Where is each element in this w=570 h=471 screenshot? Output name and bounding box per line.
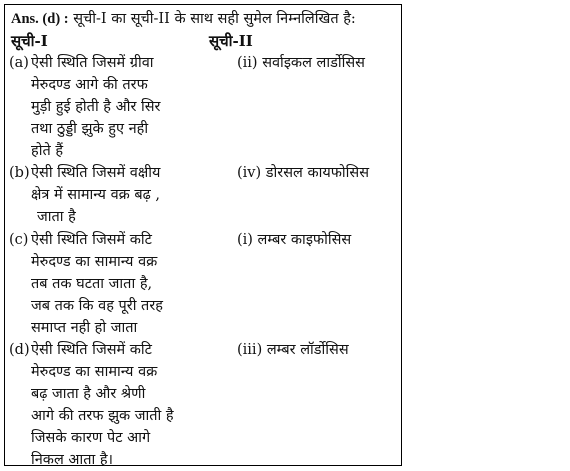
- description-line: बढ़ जाता है और श्रेणी: [31, 386, 146, 402]
- answer-header: [11, 10, 356, 28]
- description-line: निकल आता है।: [31, 452, 114, 468]
- description-line: ऐसी स्थिति जिसमें कटि: [31, 232, 152, 248]
- answer-label: Ans. (d) :: [11, 11, 69, 27]
- item-label: (c): [9, 232, 29, 248]
- description-line: होते हैं: [31, 143, 64, 159]
- item-description: [31, 339, 174, 471]
- list2-title: सूची-II: [209, 32, 253, 50]
- item-label: (b): [9, 165, 30, 181]
- description-line: मेरुदण्ड का सामान्य वक्र: [31, 254, 158, 270]
- description-line: ऐसी स्थिति जिसमें वक्षीय: [31, 165, 161, 181]
- description-line: ऐसी स्थिति जिसमें ग्रीवा: [31, 55, 154, 71]
- description-line: समाप्त नही हो जाता: [31, 320, 138, 336]
- description-line: तथा ठुड्डी झुके हुए नही: [31, 121, 149, 137]
- answer-statement: सूची-I का सूची-II के साथ सही सुमेल निम्नलिखित है:: [68, 11, 356, 27]
- description-line: ऐसी स्थिति जिसमें कटि: [31, 342, 152, 358]
- description-line: मेरुदण्ड का सामान्य वक्र: [31, 364, 158, 380]
- description-line: मुड़ी हुई होती है और सिर: [31, 99, 161, 115]
- description-line: जाता है: [37, 209, 76, 225]
- description-line: तब तक घटता जाता है,: [31, 276, 153, 292]
- answer-box: [4, 4, 402, 466]
- item-label: (a): [9, 55, 29, 71]
- description-line: आगे की तरफ झुक जाती है: [31, 408, 174, 424]
- list1-title: सूची-I: [11, 32, 48, 50]
- description-line: जब तक कि वह पूरी तरह: [31, 298, 163, 314]
- description-line: जिसके कारण पेट आगे: [31, 430, 151, 446]
- item-label: (d): [9, 342, 30, 358]
- item-description: [31, 52, 160, 162]
- matched-term: (i) लम्बर काइफोसिस: [237, 232, 352, 248]
- matched-term: (iii) लम्बर लॉर्डोसिस: [237, 342, 349, 358]
- matched-term: (ii) सर्वाइकल लार्डोसिस: [237, 55, 365, 71]
- description-line: क्षेत्र में सामान्य वक्र बढ़ ,: [31, 187, 161, 203]
- description-line: मेरुदण्ड आगे की तरफ: [31, 77, 148, 93]
- matched-term: (iv) डोरसल कायफोसिस: [237, 165, 370, 181]
- item-description: [31, 229, 163, 339]
- item-description: [31, 162, 160, 228]
